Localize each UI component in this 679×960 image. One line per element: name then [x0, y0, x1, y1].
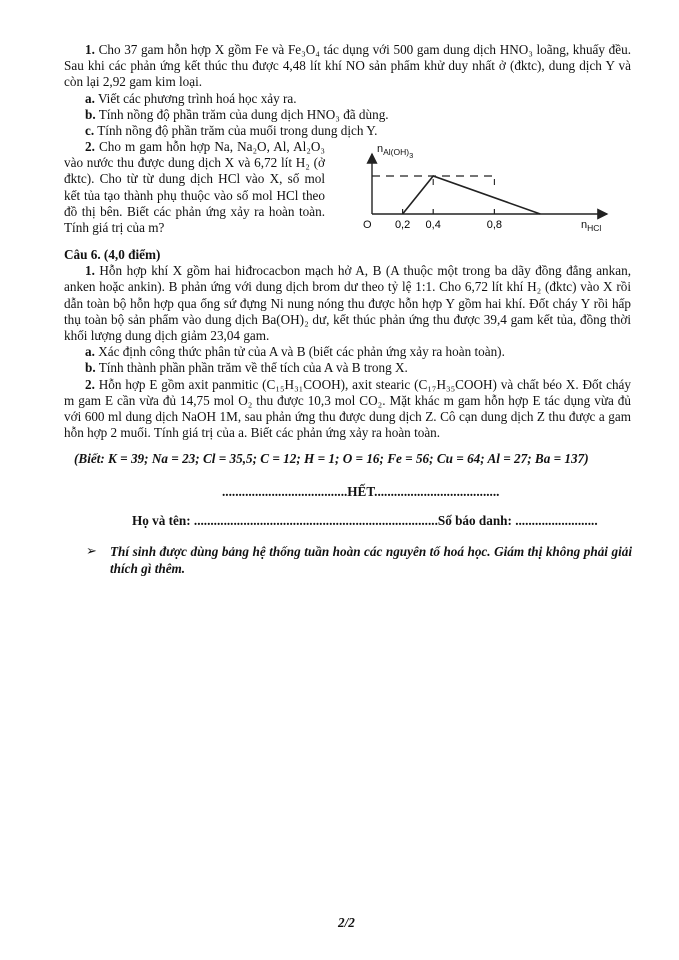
q5-part1-a-text: Viết các phương trình hoá học xảy ra. — [97, 90, 297, 106]
q6-part1-a-text: Xác định công thức phân tử của A và B (biết các phản ứng xảy ra hoàn toàn). — [98, 344, 505, 360]
q5-part1-b-label: b. — [85, 106, 96, 122]
q6-part2 — [64, 377, 631, 442]
candidate-info: Họ và tên: ..........................................................................Số báo danh: ......................... — [132, 513, 598, 528]
q6-part1-text: Hỗn hợp khí X gồm hai hiđrocacbon mạch hở A, B (A thuộc một trong ba dãy đồng đẳng ankan, anken hoặc ankin). B phản ứng với dung dịch brom dư theo tỷ lệ 1:1. Cho 6,72 lít khí H₂ (đktc) vào X rồi dẫn toàn bộ hỗn hợp qua ống sứ đựng Ni nung nóng thu được hỗn hợp Y gồm hai khí. Đốt cháy Y rồi hấp thụ toàn bộ sản phẩm vào dung dịch Ba(OH)₂ dư, kết thúc phản ứng thu được 39,4 gam kết tủa, đồng thời khối lượng dung dịch giảm 23,04 gam. — [64, 263, 631, 344]
q5-part1-stem — [64, 42, 631, 91]
exam-note-text: Thí sinh được dùng bảng hệ thống tuần hoàn các nguyên tố hoá học. Giám thị không phải giải thích gì thêm. — [110, 544, 632, 576]
q6-part1-number: 1. — [85, 263, 95, 279]
chart-svg — [355, 140, 615, 240]
q6-part1-a-label: a. — [85, 344, 95, 360]
q5-part2 — [64, 139, 325, 236]
q6-part2-text: Hỗn hợp E gồm axit panmitic (C₁₅H₃₁COOH), axit stearic (C₁₇H₃₅COOH) và chất béo X. Đốt cháy m gam E cần vừa đủ 14,75 mol O₂ thu được 10,3 mol CO₂. Mặt khác m gam hỗn hợp E tác dụng vừa đủ với 600 ml dung dịch NaOH 1M, sau phản ứng thu được dung dịch Z. Cô cạn dung dịch Z thu được a gam hỗn hợp 2 muối. Tính giá trị của a. Biết các phản ứng xảy ra hoàn toàn. — [64, 376, 631, 441]
q5-part1-a — [64, 91, 631, 107]
q5-part2-number: 2. — [85, 139, 95, 154]
q5-part1-c-label: c. — [85, 123, 95, 139]
q6 — [64, 247, 631, 441]
q5-part1-number: 1. — [85, 42, 95, 57]
q6-part2-number: 2. — [85, 376, 95, 392]
q5-part1-c-text: Tính nồng độ phần trăm của muối trong dung dịch Y. — [97, 123, 378, 139]
x-tick-label: 0,8 — [486, 219, 503, 231]
precipitate-graph — [355, 140, 615, 240]
q6-part1-b-text: Tính thành phần phần trăm về thể tích của A và B trong X. — [98, 360, 408, 376]
q5-part2-stem — [64, 139, 325, 236]
q6-part1-b — [64, 360, 631, 376]
x-tick-label: 0,2 — [394, 219, 411, 231]
q5-part1-text: Cho 37 gam hỗn hợp X gồm Fe và Fe₃O₄ tác dụng với 500 gam dung dịch HNO₃ loãng, khuấy đều. Sau khi các phản ứng kết thúc thu được 4,48 lít khí NO sản phẩm khử duy nhất ở (đktc), dung dịch Y và còn lại 2,92 gam kim loại. — [64, 42, 632, 90]
series-line — [403, 176, 541, 214]
atomic-mass-note: (Biết: K = 39; Na = 23; Cl = 35,5; C = 12; H = 1; O = 16; Fe = 56; Cu = 64; Al = 27; Ba = 137) — [74, 451, 589, 466]
q6-part1 — [64, 263, 631, 344]
q5-part1-a-label: a. — [85, 90, 95, 106]
origin-label: O — [363, 219, 372, 231]
exam-note — [92, 543, 632, 577]
y-axis-label: $n_{Al(OH)3}$ — [377, 143, 414, 160]
x-axis-label: $n_{HCl}$ — [581, 219, 602, 233]
q5-part1-b — [64, 107, 631, 123]
q5-part1-c — [64, 123, 631, 139]
q6-title — [64, 247, 631, 263]
q5-part1-b-text: Tính nồng độ phần trăm của dung dịch HNO₃ đã dùng. — [98, 106, 389, 122]
end-marker: ......................................HẾT...................................... — [222, 484, 500, 499]
x-tick-label: 0,4 — [425, 219, 441, 231]
q5-part2-text: Cho m gam hỗn hợp Na, Na₂O, Al, Al₂O₃ vào nước thu được dung dịch X và 6,72 lít H₂ (ở đktc). Cho từ từ dung dịch HCl vào X, số mol kết tủa tạo thành phụ thuộc vào số mol HCl theo đồ thị bên. Biết các phản ứng xảy ra hoàn toàn. Tính giá trị của m? — [64, 139, 325, 236]
q6-part1-a — [64, 344, 631, 360]
bullet-arrow-icon: ➢ — [86, 543, 98, 558]
q6-title-text: Câu 6. (4,0 điểm) — [64, 247, 161, 262]
q5-part1 — [64, 42, 631, 139]
page-number: 2/2 — [338, 915, 355, 930]
q6-part1-b-label: b. — [85, 360, 96, 376]
